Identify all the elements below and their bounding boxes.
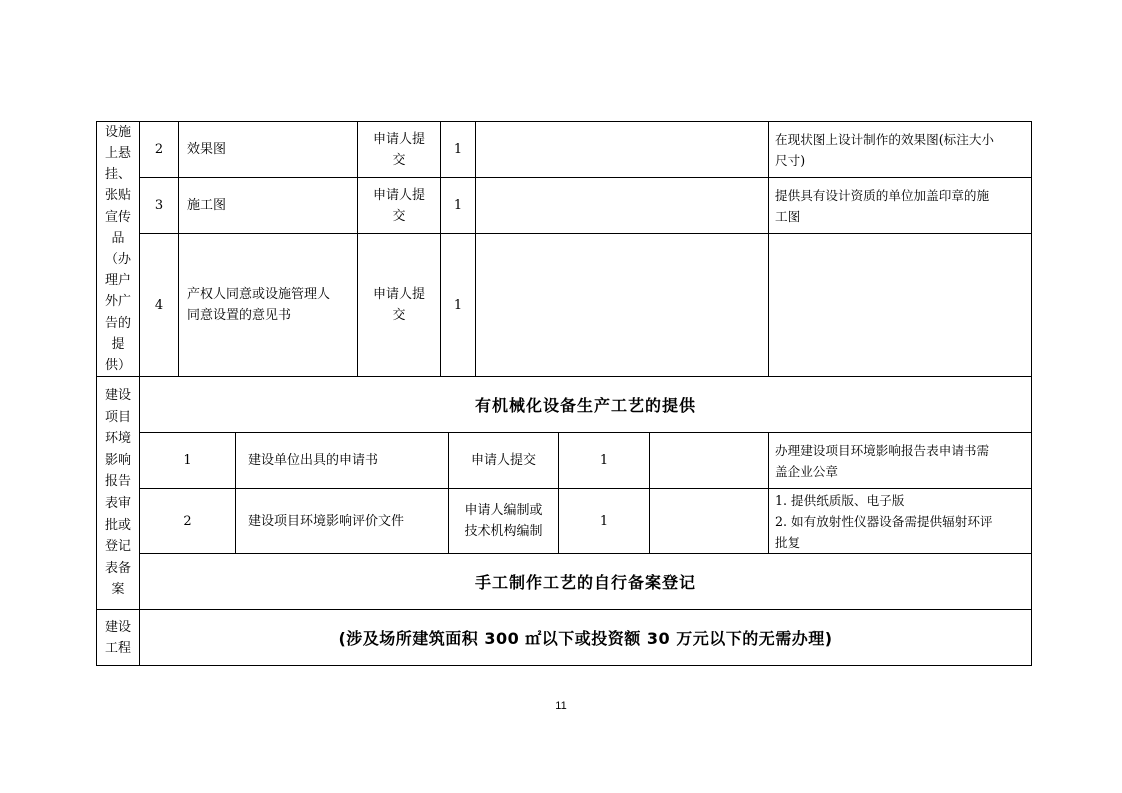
- remark: [769, 234, 1031, 376]
- material-name: 建设项目环境影响评价文件: [248, 513, 405, 529]
- material-name: 施工图: [187, 198, 227, 213]
- category-cell: 设施 上悬 挂、 张贴 宣传 品 （办 理户 外广 告的 提 供）: [104, 124, 131, 374]
- blank-cell: [476, 178, 768, 233]
- page-number: 11: [555, 700, 567, 712]
- section-heading: 手工制作工艺的自行备案登记: [474, 573, 696, 592]
- remark: 在现状图上设计制作的效果图(标注大小 尺寸): [775, 131, 995, 168]
- copy-count: 1: [599, 453, 609, 468]
- material-source: 申请人提 交: [372, 131, 425, 168]
- section-heading: 有机械化设备生产工艺的提供: [474, 396, 696, 415]
- material-name: 效果图: [187, 142, 227, 157]
- row-number: 4: [154, 297, 164, 313]
- copy-count: 1: [453, 297, 463, 313]
- blank-cell: [476, 122, 768, 177]
- row-number: 2: [154, 142, 164, 157]
- material-source: 申请人编制或 技术机构编制: [464, 503, 543, 539]
- material-source: 申请人提 交: [372, 287, 425, 323]
- blank-cell: [650, 433, 768, 488]
- remark: 提供具有设计资质的单位加盖印章的施 工图: [775, 187, 990, 224]
- row-number: 3: [154, 198, 164, 213]
- material-name: 建设单位出具的申请书: [248, 453, 379, 468]
- category-cell: 建设 项目 环境 影响 报告 表审 批或 登记 表备 案: [104, 388, 131, 598]
- copy-count: 1: [599, 513, 609, 529]
- material-source: 申请人提交: [470, 453, 536, 468]
- copy-count: 1: [453, 142, 463, 157]
- copy-count: 1: [453, 198, 463, 213]
- remark: 1. 提供纸质版、电子版 2. 如有放射性仪器设备需提供辐射环评 批复: [775, 492, 993, 550]
- row-number: 2: [183, 513, 192, 529]
- blank-cell: [476, 234, 768, 376]
- material-source: 申请人提 交: [372, 187, 425, 224]
- section-heading: (涉及场所建筑面积 300 ㎡以下或投资额 30 万元以下的无需办理): [338, 629, 833, 648]
- category-cell: 建设 工程: [104, 619, 131, 656]
- row-number: 1: [183, 453, 192, 468]
- remark: 办理建设项目环境影响报告表申请书需 盖企业公章: [775, 442, 990, 479]
- blank-cell: [650, 489, 768, 553]
- material-name: 产权人同意或设施管理人 同意设置的意见书: [187, 287, 331, 323]
